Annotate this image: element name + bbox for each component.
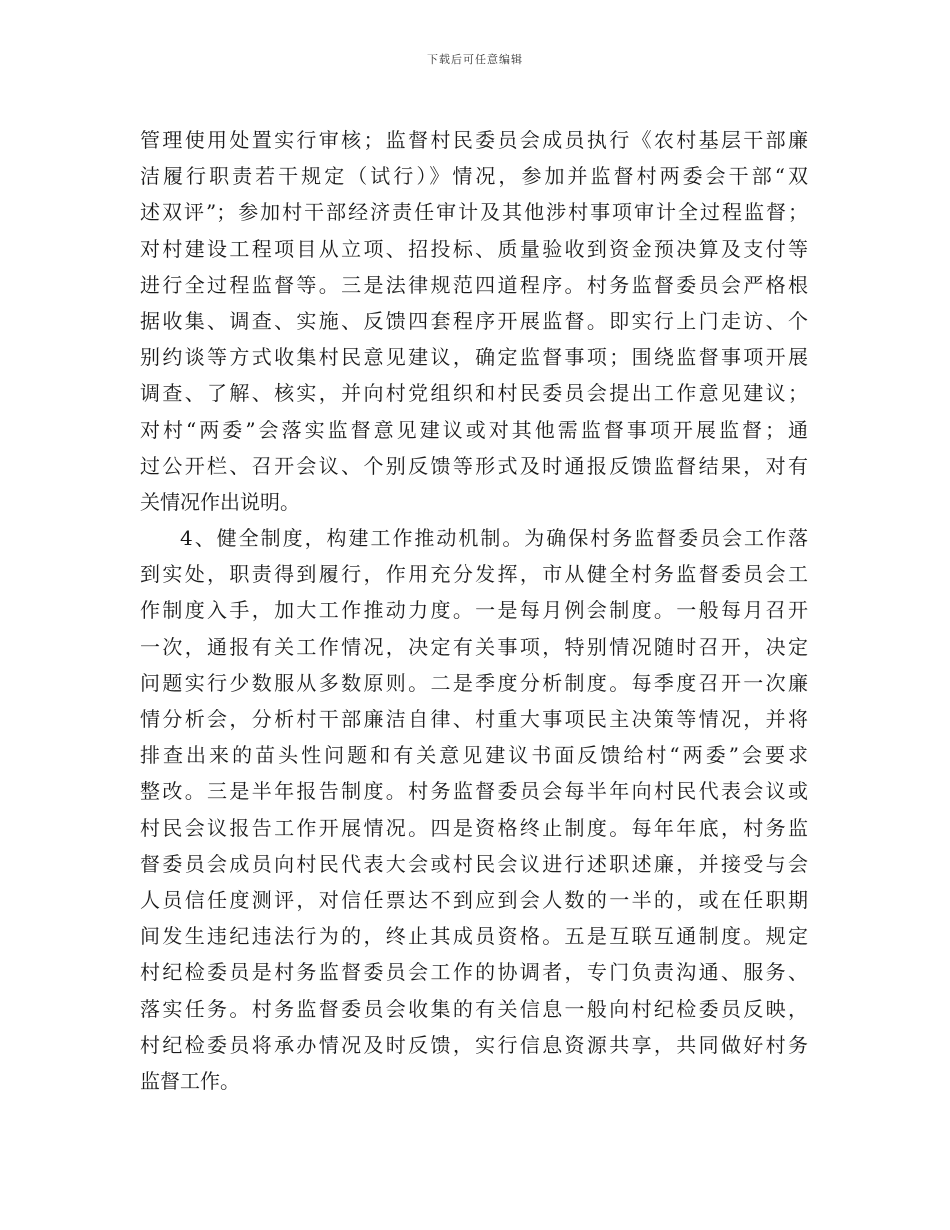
text-line: 整改。三是半年报告制度。村务监督委员会每半年向村民代表会议或 (140, 779, 808, 804)
text-line: 调查、了解、核实，并向村党组织和村民委员会提出工作意见建议； (140, 381, 808, 406)
text-line: 管理使用处置实行审核；监督村民委员会成员执行《农村基层干部廉 (140, 128, 808, 152)
text-line: 作制度入手，加大工作推动力度。一是每月例会制度。一般每月召开 (140, 598, 808, 623)
text-line: 一次，通报有关工作情况，决定有关事项，特别情况随时召开，决定 (140, 634, 808, 659)
text-line: 村纪检委员是村务监督委员会工作的协调者，专门负责沟通、服务、 (140, 960, 808, 985)
text-line: 关情况作出说明。 (140, 489, 300, 514)
text-line: 间发生违纪违法行为的，终止其成员资格。五是互联互通制度。规定 (140, 924, 808, 949)
text-line: 对村建设工程项目从立项、招投标、质量验收到资金预决算及支付等 (140, 236, 808, 261)
text-line: 监督工作。 (140, 1068, 240, 1093)
text-line: 洁履行职责若干规定（试行）》情况，参加并监督村两委会干部“双 (140, 164, 808, 189)
text-line: 进行全过程监督等。三是法律规范四道程序。村务监督委员会严格根 (140, 272, 808, 297)
text-line: 到实处，职责得到履行，作用充分发挥，市从健全村务监督委员会工 (140, 562, 808, 587)
text-line: 对村“两委”会落实监督意见建议或对其他需监督事项开展监督；通 (140, 417, 808, 442)
text-line: 过公开栏、召开会议、个别反馈等形式及时通报反馈监督结果，对有 (140, 453, 808, 478)
text-line: 排查出来的苗头性问题和有关意见建议书面反馈给村“两委”会要求 (140, 743, 808, 768)
page-header: 下载后可任意编辑 (427, 53, 523, 66)
text-line: 落实任务。村务监督委员会收集的有关信息一般向村纪检委员反映， (140, 996, 808, 1021)
text-line: 述双评”；参加村干部经济责任审计及其他涉村事项审计全过程监督； (140, 200, 808, 225)
paragraph-1 (140, 122, 808, 520)
text-line: 情分析会，分析村干部廉洁自律、村重大事项民主决策等情况，并将 (140, 707, 808, 731)
text-line: 村纪检委员将承办情况及时反馈，实行信息资源共享，共同做好村务 (140, 1032, 808, 1057)
text-line: 督委员会成员向村民代表大会或村民会议进行述职述廉，并接受与会 (140, 851, 808, 876)
text-line: 问题实行少数服从多数原则。二是季度分析制度。每季度召开一次廉 (140, 670, 808, 695)
text-line: 人员信任度测评，对信任票达不到应到会人数的一半的，或在任职期 (140, 887, 808, 912)
text-line: 据收集、调查、实施、反馈四套程序开展监督。即实行上门走访、个 (140, 308, 808, 333)
text-line: 别约谈等方式收集村民意见建议，确定监督事项；围绕监督事项开展 (140, 345, 808, 370)
text-line: 4、健全制度，构建工作推动机制。为确保村务监督委员会工作落 (180, 526, 808, 551)
document-body (140, 122, 808, 1099)
text-line: 村民会议报告工作开展情况。四是资格终止制度。每年年底，村务监 (140, 815, 808, 840)
paragraph-2 (140, 520, 808, 1099)
